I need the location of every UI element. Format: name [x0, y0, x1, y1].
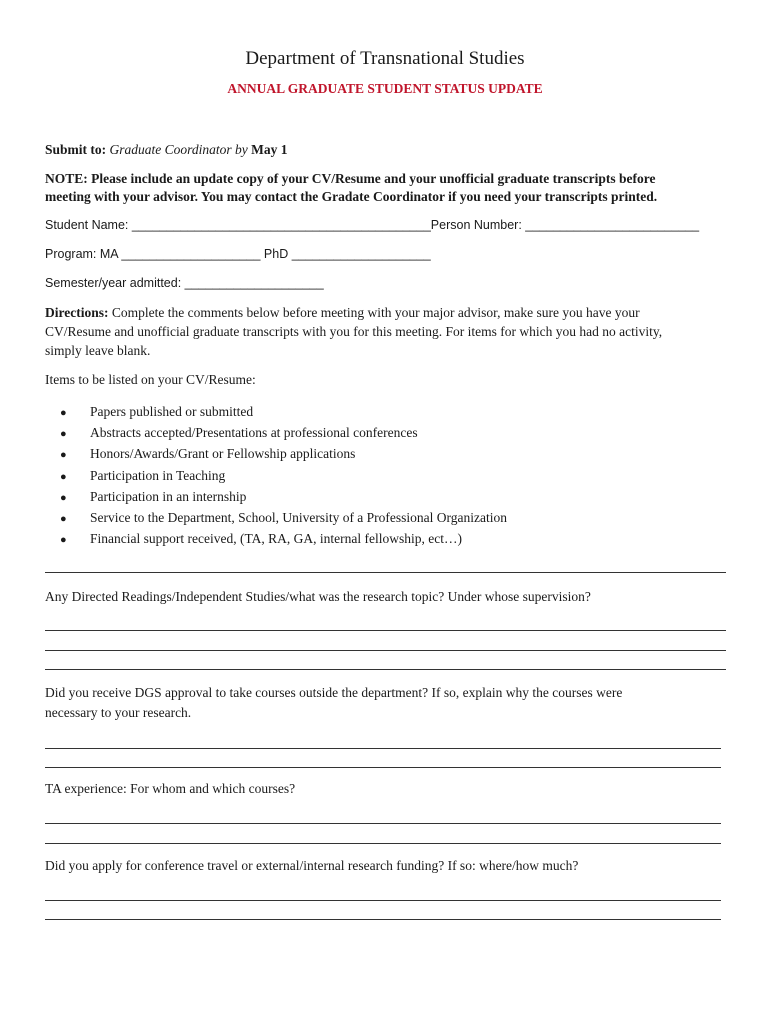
- submit-line: [45, 142, 288, 158]
- answer-line[interactable]: [45, 572, 726, 573]
- submit-deadline: May 1: [251, 142, 288, 157]
- note-line-1: NOTE: Please include an update copy of your CV/Resume and your unofficial graduate transcripts before: [45, 171, 656, 186]
- bullet-icon: ●: [60, 449, 67, 462]
- answer-line[interactable]: [45, 650, 726, 651]
- list-item: ● Participation in an internship: [60, 486, 507, 507]
- submit-label: Submit to:: [45, 142, 107, 157]
- answer-line[interactable]: [45, 767, 721, 768]
- answer-line[interactable]: [45, 900, 721, 901]
- bullet-icon: ●: [60, 534, 67, 547]
- directions-label: Directions:: [45, 305, 109, 320]
- answer-line[interactable]: [45, 843, 721, 844]
- question-research-funding: Did you apply for conference travel or external/internal research funding? If so: where/how much?: [45, 858, 579, 873]
- semester-field[interactable]: Semester/year admitted: ____________________: [45, 276, 324, 290]
- department-title: Department of Transnational Studies: [245, 48, 525, 69]
- answer-line[interactable]: [45, 669, 726, 670]
- bullet-icon: ●: [60, 512, 67, 525]
- form-subtitle: ANNUAL GRADUATE STUDENT STATUS UPDATE: [227, 81, 543, 96]
- note-line-2: meeting with your advisor. You may contact the Gradate Coordinator if you need your transcripts printed.: [45, 189, 658, 204]
- answer-line[interactable]: [45, 919, 721, 920]
- cv-items-list: [60, 401, 507, 549]
- question-ta-experience: TA experience: For whom and which courses?: [45, 781, 296, 796]
- directions-text-1: Complete the comments below before meeting with your major advisor, make sure you have your: [108, 305, 640, 320]
- list-item: ● Financial support received, (TA, RA, GA, internal fellowship, ect…): [60, 528, 507, 549]
- answer-line[interactable]: [45, 630, 726, 631]
- bullet-icon: ●: [60, 428, 67, 441]
- question-dgs-approval-line-2: necessary to your research.: [45, 705, 192, 720]
- bullet-icon: ●: [60, 491, 67, 504]
- answer-line[interactable]: [45, 748, 721, 749]
- directions-line-1: [45, 305, 640, 321]
- list-item: ● Participation in Teaching: [60, 465, 507, 486]
- directions-line-2: CV/Resume and unofficial graduate transcripts with you for this meeting. For items for which you had no activity,: [45, 324, 663, 339]
- question-dgs-approval-line-1: Did you receive DGS approval to take courses outside the department? If so, explain why the courses were: [45, 685, 623, 700]
- program-field[interactable]: Program: MA ____________________ PhD ____________________: [45, 247, 431, 261]
- bullet-icon: ●: [60, 407, 67, 419]
- question-directed-readings: Any Directed Readings/Independent Studies/what was the research topic? Under whose supervision?: [45, 589, 591, 604]
- list-item: ● Honors/Awards/Grant or Fellowship applications: [60, 443, 507, 464]
- list-item: ● Papers published or submitted: [60, 401, 507, 422]
- answer-line[interactable]: [45, 823, 721, 824]
- list-item: ● Service to the Department, School, University of a Professional Organization: [60, 507, 507, 528]
- list-item: ● Abstracts accepted/Presentations at professional conferences: [60, 422, 507, 443]
- student-name-field[interactable]: Student Name: ___________________________________________Person Number: _________________________: [45, 218, 700, 232]
- bullet-icon: ●: [60, 470, 67, 483]
- directions-line-3: simply leave blank.: [45, 343, 151, 358]
- items-heading: Items to be listed on your CV/Resume:: [45, 372, 256, 387]
- submit-recipient: Graduate Coordinator by: [109, 142, 248, 157]
